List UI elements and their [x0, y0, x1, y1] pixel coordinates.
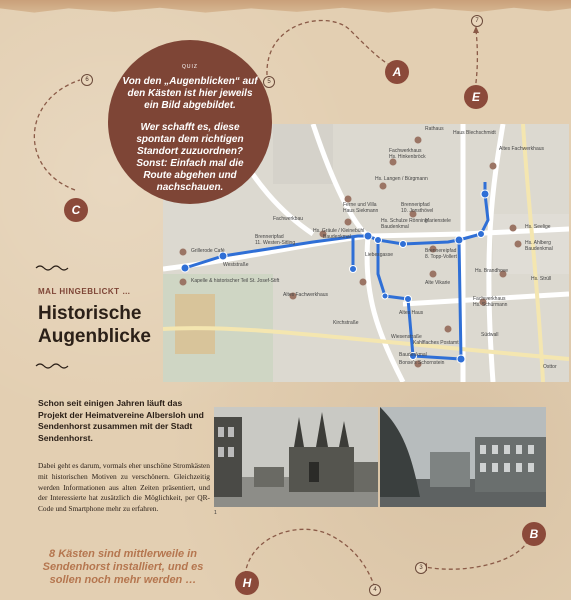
- quiz-bubble: [108, 40, 272, 204]
- map-label: Altes Haus: [399, 310, 424, 316]
- map-label: Kapelle & historischer Teil St. Josef-Stift: [191, 278, 280, 284]
- section-kicker: MAL HINGEBLICKT …: [38, 287, 131, 296]
- map-label: Fachwerkhaus: [473, 296, 506, 302]
- map-label: Wiesenstraße: [391, 334, 422, 340]
- map-label: Hs. Schürmann: [473, 302, 508, 308]
- section-title-line2: Augenblicke: [38, 326, 151, 347]
- tagline: 8 Kästen sind mittlerweile in Sendenhorst installiert, und es sollen noch mehr werden …: [42, 548, 204, 586]
- map-label: Bonse's Schornstein: [399, 360, 445, 366]
- map-label: Liebesgasse: [365, 252, 394, 258]
- number-badge-6: 6: [81, 74, 93, 86]
- map-label: Haus Blechschmidt: [453, 130, 496, 136]
- map-label: Hs. Brandhove: [475, 268, 509, 274]
- connector-e-7: [475, 30, 477, 90]
- map-label: Baudenkmal: [381, 224, 409, 230]
- map-label: Altes Fachwerkhaus: [499, 146, 545, 152]
- map-label: 11. Westen-Sitling: [255, 240, 296, 246]
- squiggle-divider-bottom: [35, 362, 69, 370]
- squiggle-divider-top: [35, 264, 69, 272]
- map-label: Fachwerkhaus: [389, 148, 422, 154]
- map-label: Alte Vikarie: [425, 280, 451, 286]
- map-label: Hs. Gräule / Kleinebühl: [313, 228, 365, 234]
- quiz-label: QUIZ: [182, 64, 198, 70]
- map-label: Brenneripfad: [255, 234, 284, 240]
- map-label: Brennereipfad: [425, 248, 457, 254]
- number-badge-7: 7: [471, 15, 483, 27]
- marker-h: H: [235, 571, 259, 595]
- map-label: Kahlflaches Postamt: [413, 340, 459, 346]
- section-title-line1: Historische: [38, 303, 142, 324]
- map-label: Hs. Strüll: [531, 276, 552, 282]
- number-badge-3: 3: [415, 562, 427, 574]
- map-label: Kirchstraße: [333, 320, 359, 326]
- map-label: Marienstele: [425, 218, 451, 224]
- map-label: Rathaus: [425, 126, 444, 132]
- map-label: Altes Fachwerkhaus: [283, 292, 329, 298]
- map-label: Weststraße: [223, 262, 249, 268]
- map-label: Baudenkmal: [399, 352, 427, 358]
- connector-5-a: [267, 20, 390, 75]
- lead-paragraph: Schon seit einigen Jahren läuft das Projekt der Heimatvereine Albersloh und Sendenhorst zusammen mit der Stadt Sendenhorst.: [38, 398, 204, 443]
- connector-h-4: [245, 529, 374, 585]
- quiz-question: Von den „Augenblicken“ auf den Kästen ist hier jeweils ein Bild abgebildet.: [122, 76, 258, 111]
- historic-photo-church: [214, 407, 378, 507]
- map-label: 8. Topp-Vollert: [425, 254, 457, 260]
- section-title: [38, 302, 151, 348]
- map-label: Baudenkmal: [525, 246, 553, 252]
- number-badge-4: 4: [369, 584, 381, 596]
- map-label: Baudenkmal: [323, 234, 351, 240]
- map-label: 10. Jonsthövel: [401, 208, 434, 214]
- map-label: Hs. Langen / Bürgmann: [375, 176, 428, 182]
- marker-e: E: [464, 85, 488, 109]
- marker-c: C: [64, 198, 88, 222]
- map-label: Hs. Ahlberg: [525, 240, 551, 246]
- connector-c-6: [34, 80, 80, 190]
- body-paragraph: Dabei geht es darum, vormals eher unschöne Stromkästen mit historischen Motiven zu verschönern. Gleichzeitig werden Informationen aus alten Zeiten präsentiert, und der Interessierte hat zusätzlich die Möglichkeit, per QR-Code und Smartphone mehr zu erfahren.: [38, 461, 210, 514]
- map-label: Haus Siekmann: [343, 208, 379, 214]
- photo-caption: 1: [214, 510, 217, 516]
- number-badge-5: 5: [263, 76, 275, 88]
- map-label: Grillerode Café: [191, 248, 225, 254]
- map-label: Hs. Schulze Rönning: [381, 218, 428, 224]
- marker-a: A: [385, 60, 409, 84]
- map-label: Brenneripfad: [401, 202, 430, 208]
- map-label: Fachwerkbau: [273, 216, 304, 222]
- map-label: Hs. Hinkenbröck: [389, 154, 426, 160]
- map-label: Südwall: [481, 332, 499, 338]
- connector-b-3: [425, 540, 528, 569]
- map-label: Hs. Seelige: [525, 224, 551, 230]
- quiz-challenge: Wer schafft es, diese spontan dem richtigen Standort zuzuordnen? Sonst: Einfach mal die Route abgehen und nachschauen.: [136, 122, 244, 193]
- historic-photo-square: [380, 407, 546, 507]
- map-label: Osttor: [543, 364, 557, 370]
- marker-b: B: [522, 522, 546, 546]
- map-label: Ferne und Villa: [343, 202, 377, 208]
